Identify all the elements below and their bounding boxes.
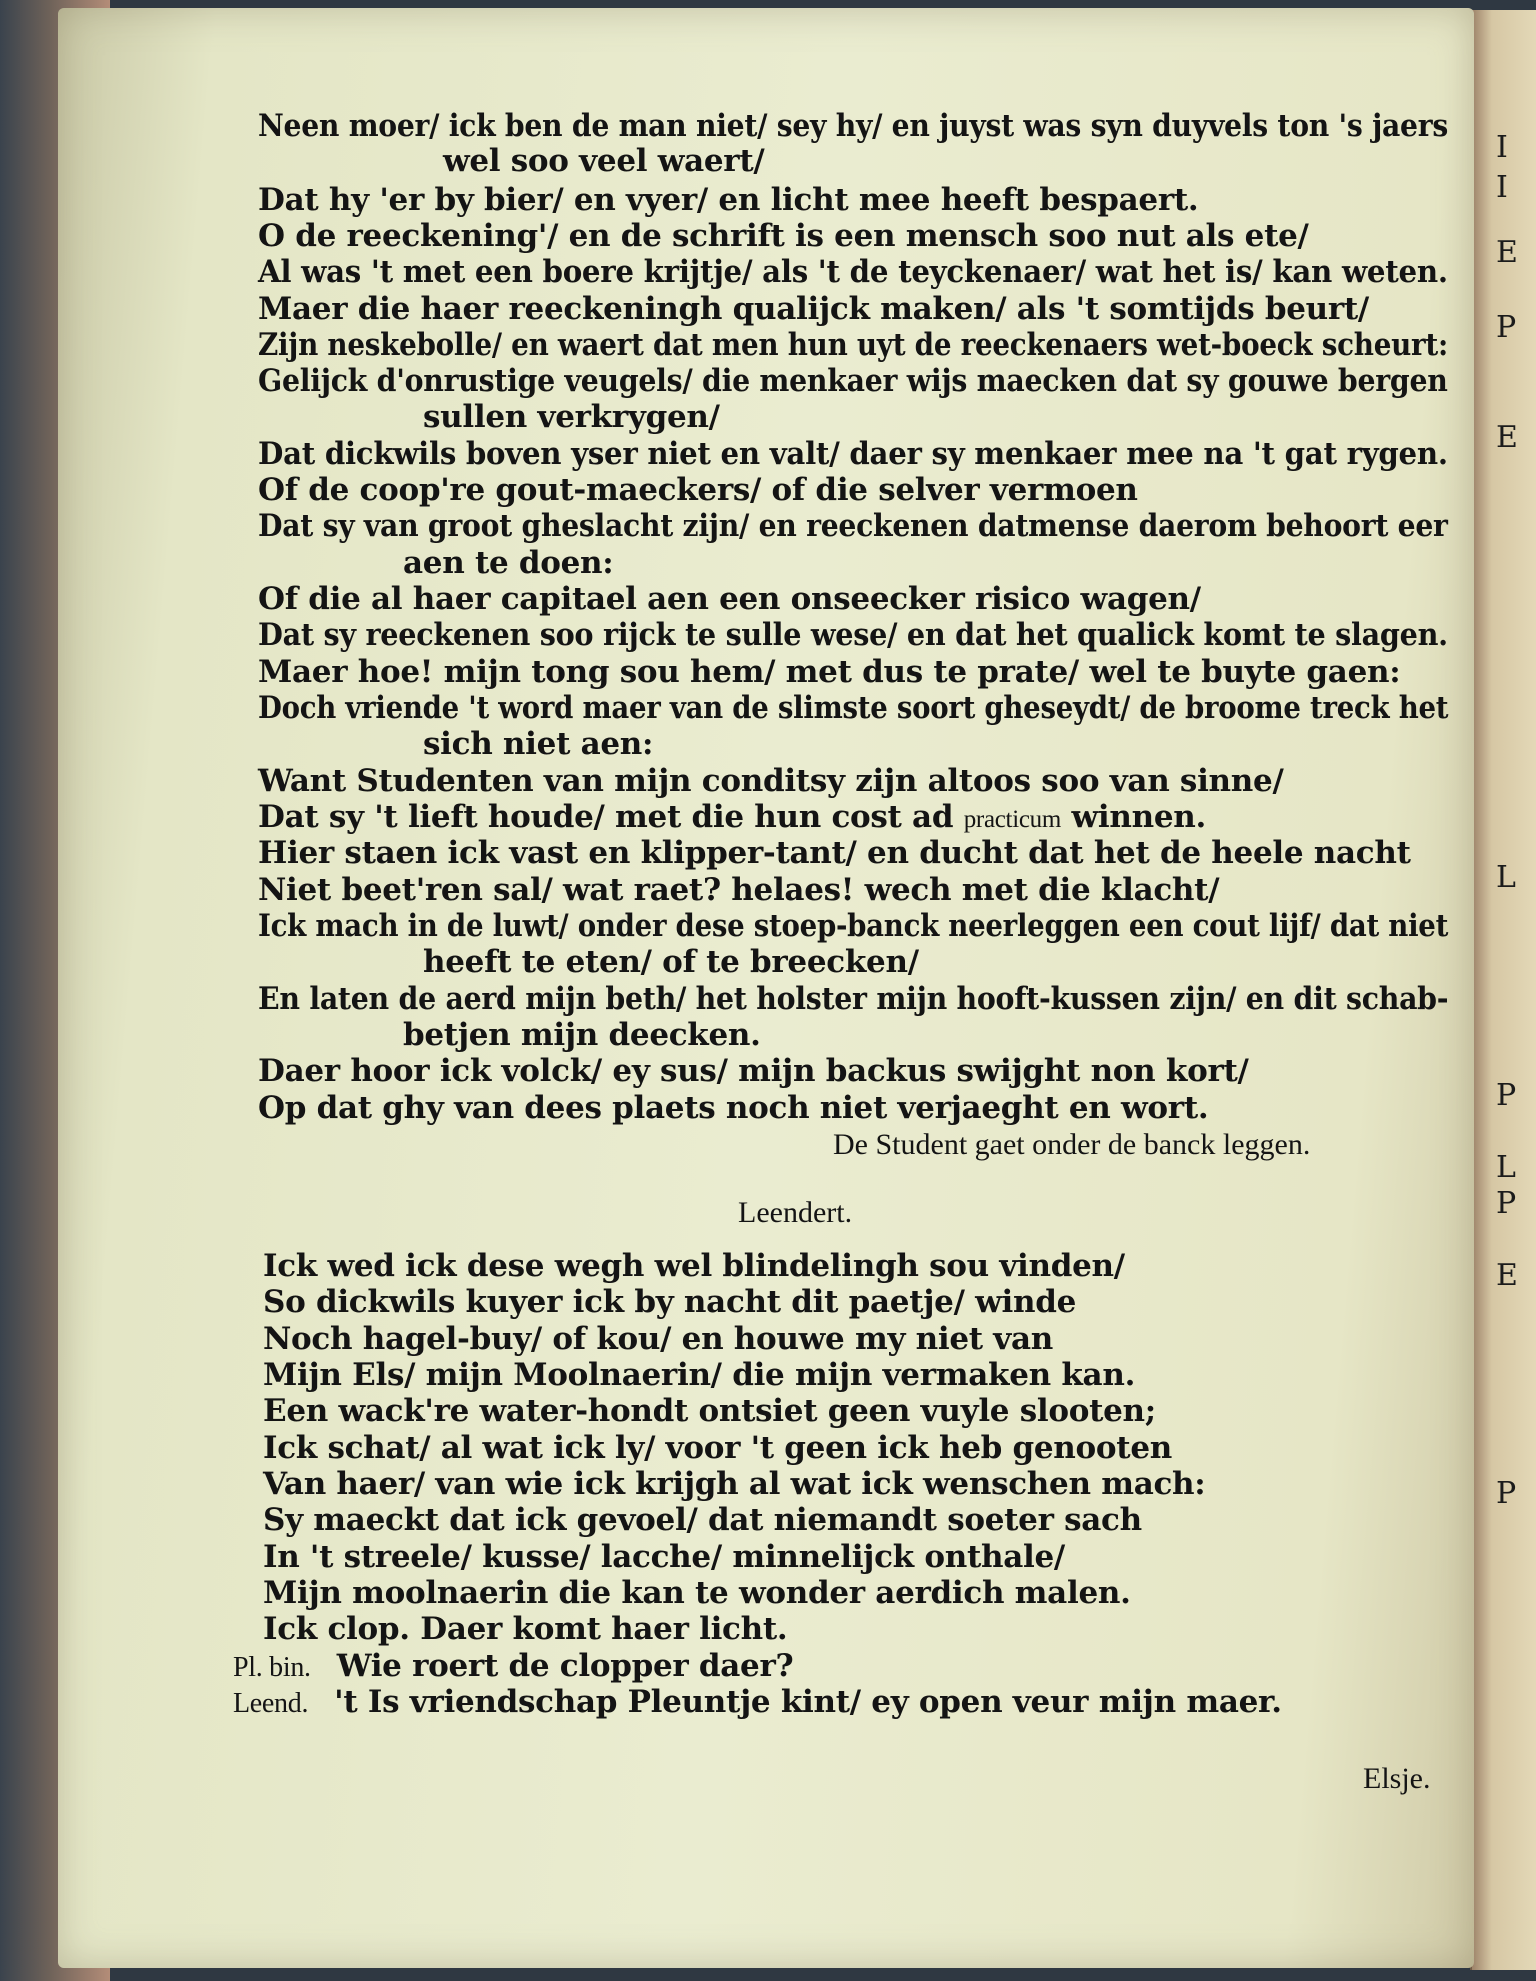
verse-line: Een wack're water-hondt ontsiet geen vuyle slooten;	[263, 1393, 1156, 1429]
margin-letter: L	[1496, 1150, 1516, 1185]
verse-line: betjen mijn deecken.	[403, 1017, 761, 1053]
speaker-heading: Leendert.	[738, 1196, 853, 1229]
verse-line: So dickwils kuyer ick by nacht dit paetje/ winde	[263, 1284, 1077, 1320]
verse-line: wel soo veel waert/	[443, 143, 765, 179]
verse-line: Dat hy 'er by bier/ en vyer/ en licht mee heeft bespaert.	[258, 182, 1199, 218]
facing-page-edge	[1470, 10, 1536, 1970]
verse-line: Doch vriende 't word maer van de slimste soort gheseydt/ de broome treck het	[258, 690, 1449, 726]
verse-line: Want Studenten van mijn conditsy zijn altoos soo van sinne/	[258, 763, 1284, 799]
verse-line: Sy maeckt dat ick gevoel/ dat niemandt soeter sach	[263, 1502, 1142, 1538]
verse-line: Dat dickwils boven yser niet en valt/ daer sy menkaer mee na 't gat rygen.	[258, 436, 1448, 472]
verse-line: In 't streele/ kusse/ lacche/ minnelijck onthale/	[263, 1539, 1065, 1575]
verse-line: Dat sy van groot gheslacht zijn/ en reeckenen datmense daerom behoort eer	[258, 508, 1448, 544]
verse-line: Neen moer/ ick ben de man niet/ sey hy/ en juyst was syn duyvels ton 's jaers	[258, 108, 1448, 144]
verse-line: Op dat ghy van dees plaets noch niet verjaeght en wort.	[258, 1090, 1209, 1126]
speaker-abbrev: Pl. bin.	[233, 1652, 311, 1683]
verse-text: Dat sy 't lieft houde/ met die hun cost ad	[258, 799, 954, 835]
margin-letter: L	[1496, 860, 1516, 895]
verse-line: sullen verkrygen/	[423, 399, 720, 435]
margin-letter: E	[1496, 235, 1518, 270]
verse-line: Niet beet'ren sal/ wat raet? helaes! wech met die klacht/	[258, 872, 1220, 908]
page-text	[58, 8, 1474, 1968]
verse-line: Maer hoe! mijn tong sou hem/ met dus te prate/ wel te buyte gaen:	[258, 654, 1401, 690]
verse-line: Dat sy reeckenen soo rijck te sulle wese/ en dat het qualick komt te slagen.	[258, 617, 1448, 653]
verse-line: En laten de aerd mijn beth/ het holster mijn hooft-kussen zijn/ en dit schab-	[258, 981, 1449, 1017]
verse-line-practicum	[258, 799, 1206, 838]
verse-line: Al was 't met een boere krijtje/ als 't de teyckenaer/ wat het is/ kan weten.	[258, 254, 1448, 290]
margin-letter: E	[1496, 420, 1518, 455]
verse-line: Ick schat/ al wat ick ly/ voor 't geen ick heb genooten	[263, 1430, 1172, 1466]
dialogue-line	[233, 1648, 793, 1686]
catchword: Elsje.	[1363, 1762, 1431, 1795]
latin-phrase: practicum	[963, 806, 1061, 833]
margin-letter: P	[1496, 1078, 1517, 1113]
verse-line: Of de coop're gout-maeckers/ of die selver vermoen	[258, 472, 1138, 508]
verse-line: Gelijck d'onrustige veugels/ die menkaer wijs maecken dat sy gouwe bergen	[258, 363, 1448, 399]
verse-line: Ick mach in de luwt/ onder dese stoep-banck neerleggen een cout lijf/ dat niet	[258, 908, 1449, 944]
verse-line: Mijn Els/ mijn Moolnaerin/ die mijn vermaken kan.	[263, 1357, 1136, 1393]
book-page	[58, 8, 1474, 1968]
verse-line: Ick clop. Daer komt haer licht.	[263, 1611, 788, 1647]
verse-line: sich niet aen:	[423, 726, 654, 762]
margin-letter: P	[1496, 310, 1517, 345]
dialogue-line	[233, 1684, 1282, 1722]
speaker-abbrev: Leend.	[233, 1688, 309, 1719]
verse-line: Zijn neskebolle/ en waert dat men hun uyt de reeckenaers wet-boeck scheurt:	[258, 327, 1448, 363]
verse-line: aen te doen:	[403, 545, 614, 581]
stage-direction: De Student gaet onder de banck leggen.	[833, 1128, 1311, 1161]
verse-line: Van haer/ van wie ick krijgh al wat ick wenschen mach:	[263, 1466, 1206, 1502]
verse-line: Daer hoor ick volck/ ey sus/ mijn backus swijght non kort/	[258, 1053, 1249, 1089]
verse-line: heeft te eten/ of te breecken/	[423, 944, 919, 980]
margin-letter: P	[1496, 1186, 1517, 1221]
verse-line: O de reeckening'/ en de schrift is een mensch soo nut als ete/	[258, 218, 1309, 254]
verse-line: Mijn moolnaerin die kan te wonder aerdich malen.	[263, 1575, 1131, 1611]
dialogue-text: 't Is vriendschap Pleuntje kint/ ey open veur mijn maer.	[334, 1684, 1282, 1720]
verse-line: Of die al haer capitael aen een onseecker risico wagen/	[258, 581, 1201, 617]
dialogue-text: Wie roert de clopper daer?	[336, 1648, 794, 1684]
verse-line: Maer die haer reeckeningh qualijck maken/ als 't somtijds beurt/	[258, 291, 1369, 327]
verse-text: winnen.	[1071, 799, 1206, 835]
margin-letter: P	[1496, 1476, 1517, 1511]
verse-line: Hier staen ick vast en klipper-tant/ en ducht dat het de heele nacht	[258, 835, 1411, 871]
margin-letter: E	[1496, 1258, 1518, 1293]
margin-letter: I	[1496, 170, 1508, 205]
margin-letter: I	[1496, 130, 1508, 165]
verse-line: Ick wed ick dese wegh wel blindelingh sou vinden/	[263, 1248, 1125, 1284]
verse-line: Noch hagel-buy/ of kou/ en houwe my niet van	[263, 1321, 1054, 1357]
